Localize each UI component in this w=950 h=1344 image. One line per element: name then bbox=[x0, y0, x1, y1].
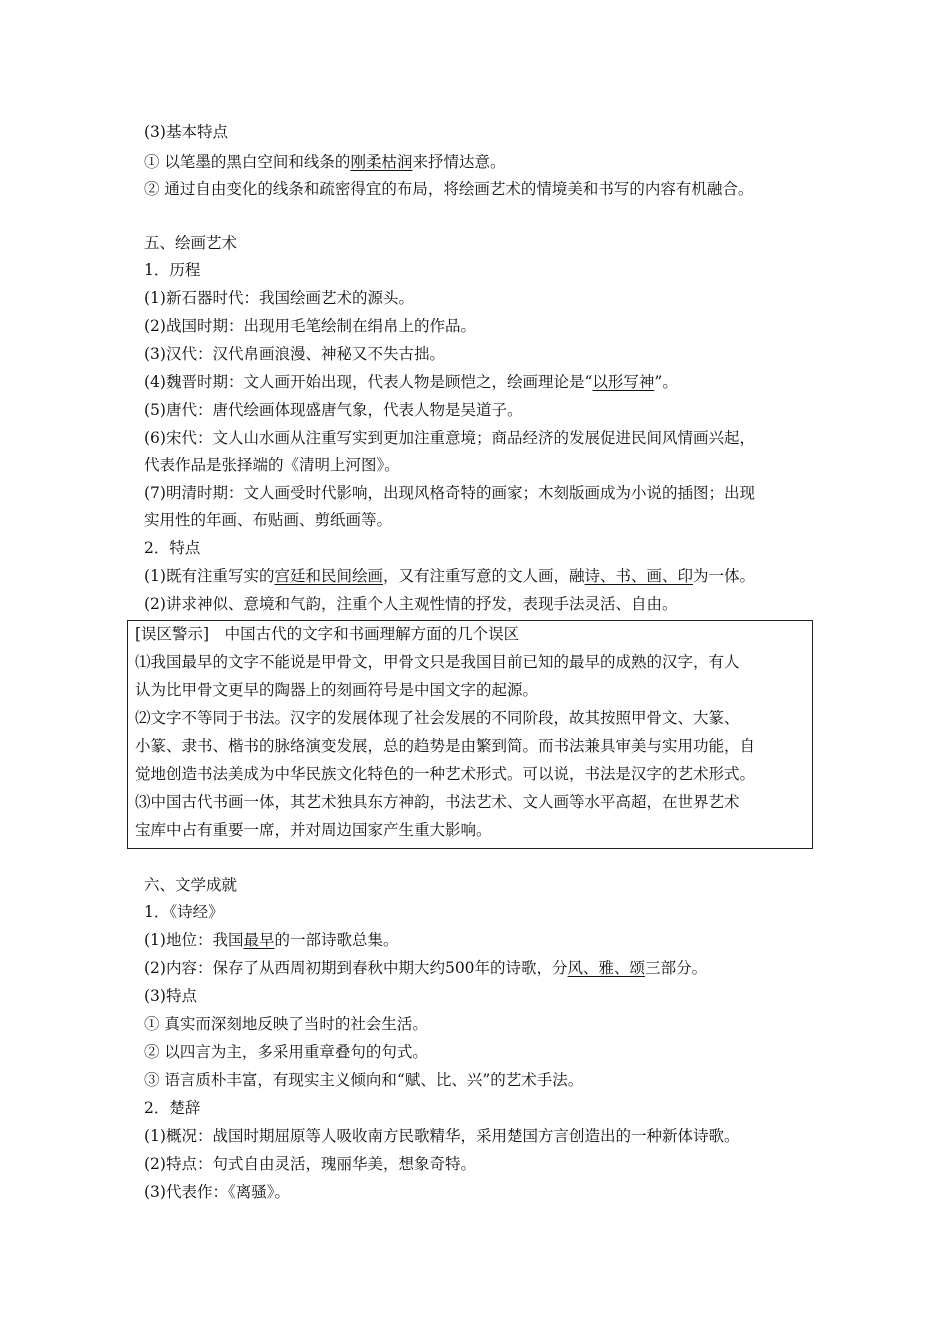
chuci-item-1: (1)概况：战国时期屈原等人吸收南方民歌精华，采用楚国方言创造出的一种新体诗歌。 bbox=[144, 1127, 740, 1145]
warning-title: [误区警示] 中国古代的文字和书画理解方面的几个误区 bbox=[135, 625, 520, 643]
warning-item-3-line-1: ⑶中国古代书画一体，其艺术独具东方神韵，书法艺术、文人画等水平高超，在世界艺术 bbox=[135, 793, 740, 811]
chuci-item-3: (3)代表作：《离骚》。 bbox=[144, 1183, 290, 1201]
history-item-5: (5)唐代：唐代绘画体现盛唐气象，代表人物是吴道子。 bbox=[144, 401, 523, 419]
underlined-term: 最早 bbox=[243, 931, 275, 949]
warning-item-2-line-3: 觉地创造书法美成为中华民族文化特色的一种艺术形式。可以说，书法是汉字的艺术形式。 bbox=[135, 765, 756, 783]
warning-item-2-line-1: ⑵文字不等同于书法。汉字的发展体现了社会发展的不同阶段，故其按照甲骨文、大篆、 bbox=[135, 709, 740, 727]
history-item-7-line-1: (7)明清时期：文人画受时代影响，出现风格奇特的画家；木刻版画成为小说的插图；出现 bbox=[144, 484, 755, 502]
shijing-trait-3: ③ 语言质朴丰富，有现实主义倾向和“赋、比、兴”的艺术手法。 bbox=[144, 1071, 584, 1089]
warning-item-1-line-2: 认为比甲骨文更早的陶器上的刻画符号是中国文字的起源。 bbox=[135, 681, 539, 699]
warning-item-3-line-2: 宝库中占有重要一席，并对周边国家产生重大影响。 bbox=[135, 821, 492, 839]
trait-item-1: (1)既有注重写实的宫廷和民间绘画，又有注重写意的文人画，融诗、书、画、印为一体。 bbox=[144, 567, 756, 585]
shijing-item-2: (2)内容：保存了从西周初期到春秋中期大约500年的诗歌，分风、雅、颂三部分。 bbox=[144, 959, 708, 977]
subheading-features: 2．特点 bbox=[144, 539, 201, 557]
history-item-7-line-2: 实用性的年画、布贴画、剪纸画等。 bbox=[144, 511, 393, 529]
feature-item-1: ① 以笔墨的黑白空间和线条的刚柔枯润来抒情达意。 bbox=[144, 153, 506, 171]
history-item-6-line-2: 代表作品是张择端的《清明上河图》。 bbox=[144, 456, 400, 474]
underlined-term: 诗、书、画、印 bbox=[584, 567, 694, 585]
subheading-chuci: 2．楚辞 bbox=[144, 1099, 201, 1117]
trait-item-2: (2)讲求神似、意境和气韵，注重个人主观性情的抒发，表现手法灵活、自由。 bbox=[144, 595, 678, 613]
section-title-literature: 六、文学成就 bbox=[144, 876, 238, 894]
underlined-term: 宫廷和民间绘画 bbox=[274, 567, 383, 585]
underlined-term: 刚柔枯润 bbox=[350, 153, 413, 171]
shijing-item-3: (3)特点 bbox=[144, 987, 197, 1005]
feature-heading: (3)基本特点 bbox=[144, 123, 228, 141]
subheading-shijing: 1．《诗经》 bbox=[144, 903, 224, 921]
feature-item-2: ② 通过自由变化的线条和疏密得宜的布局，将绘画艺术的情境美和书写的内容有机融合。 bbox=[144, 180, 754, 198]
section-title-painting: 五、绘画艺术 bbox=[144, 234, 238, 252]
subheading-history: 1．历程 bbox=[144, 261, 201, 279]
history-item-3: (3)汉代：汉代帛画浪漫、神秘又不失古拙。 bbox=[144, 345, 445, 363]
warning-item-2-line-2: 小篆、隶书、楷书的脉络演变发展，总的趋势是由繁到简。而书法兼具审美与实用功能，自 bbox=[135, 737, 756, 755]
history-item-4: (4)魏晋时期：文人画开始出现，代表人物是顾恺之，绘画理论是“以形写神”。 bbox=[144, 373, 678, 391]
shijing-item-1: (1)地位：我国最早的一部诗歌总集。 bbox=[144, 931, 399, 949]
underlined-term: 以形写神 bbox=[592, 373, 655, 391]
history-item-2: (2)战国时期：出现用毛笔绘制在绢帛上的作品。 bbox=[144, 317, 476, 335]
history-item-1: (1)新石器时代：我国绘画艺术的源头。 bbox=[144, 289, 414, 307]
warning-box bbox=[127, 620, 813, 849]
warning-item-1-line-1: ⑴我国最早的文字不能说是甲骨文，甲骨文只是我国目前已知的最早的成熟的汉字，有人 bbox=[135, 653, 740, 671]
underlined-term: 风、雅、颂 bbox=[567, 959, 646, 977]
shijing-trait-1: ① 真实而深刻地反映了当时的社会生活。 bbox=[144, 1015, 428, 1033]
history-item-6-line-1: (6)宋代：文人山水画从注重写实到更加注重意境；商品经济的发展促进民间风情画兴起， bbox=[144, 429, 755, 447]
chuci-item-2: (2)特点：句式自由灵活，瑰丽华美，想象奇特。 bbox=[144, 1155, 476, 1173]
shijing-trait-2: ② 以四言为主，多采用重章叠句的句式。 bbox=[144, 1043, 428, 1061]
